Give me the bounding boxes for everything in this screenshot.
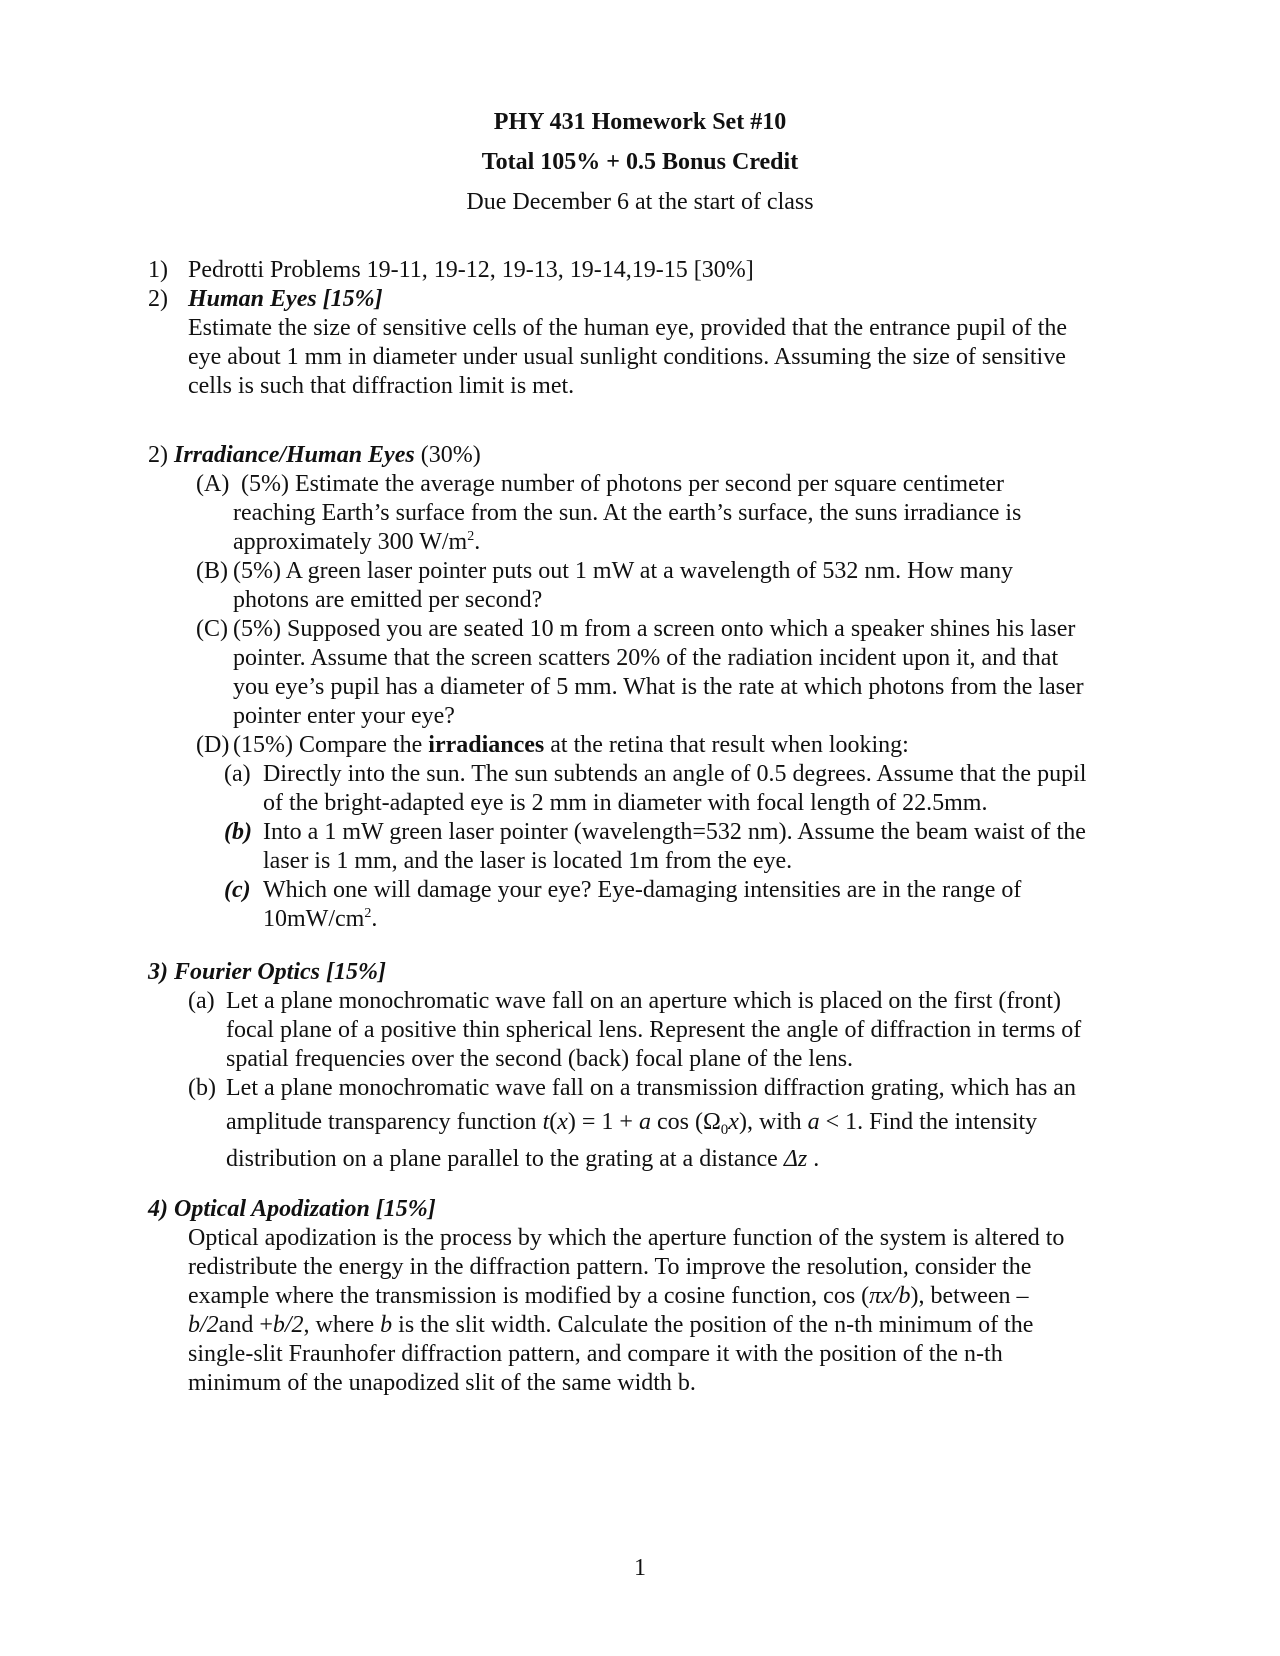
part-line: (5%) A green laser pointer puts out 1 mW at a wavelength of 532 nm. How many bbox=[233, 558, 1014, 584]
math-var: b/2 bbox=[272, 1312, 304, 1338]
math-sym: ( bbox=[549, 1109, 558, 1135]
math-var: x bbox=[557, 1109, 568, 1135]
math-sym: ) bbox=[738, 1109, 747, 1135]
question-line: Estimate the size of sensitive cells of the human eye, provided that the entrance pupil of the bbox=[188, 315, 1068, 341]
math-sym: ) = 1 + bbox=[567, 1109, 639, 1135]
subpart-line: Directly into the sun. The sun subtends an angle of 0.5 degrees. Assume that the pupil bbox=[263, 761, 1087, 787]
subpart-a bbox=[226, 987, 1081, 1074]
subpart-a bbox=[263, 760, 1086, 818]
text: . bbox=[807, 1146, 820, 1172]
part-label: (A) bbox=[196, 471, 230, 497]
part-b bbox=[233, 557, 1013, 615]
subpart-line: focal plane of a positive thin spherical lens. Represent the angle of diffraction in terms of bbox=[226, 1017, 1082, 1043]
math-var: b bbox=[380, 1312, 393, 1338]
punctuation: . bbox=[474, 529, 481, 555]
subpart-line: of the bright-adapted eye is 2 mm in diameter with focal length of 22.5mm. bbox=[263, 790, 988, 816]
math-var: πx/b bbox=[869, 1283, 911, 1309]
part-label: (D) bbox=[196, 732, 230, 758]
due-date: Due December 6 at the start of class bbox=[466, 189, 814, 215]
math-sym: < 1 bbox=[819, 1109, 858, 1135]
math-var: x bbox=[728, 1109, 739, 1135]
emphasis: irradiances bbox=[428, 732, 545, 758]
total-credit: Total 105% + 0.5 Bonus Credit bbox=[481, 149, 799, 175]
text: is the slit width. Calculate the position of the n-th minimum of the bbox=[392, 1312, 1034, 1338]
superscript: 2 bbox=[364, 906, 372, 921]
part-d bbox=[233, 731, 909, 760]
math-var: t bbox=[542, 1109, 550, 1135]
subpart-c bbox=[263, 876, 1021, 934]
text: , where bbox=[303, 1312, 381, 1338]
part-line: photons are emitted per second? bbox=[233, 587, 543, 613]
question-text: Pedrotti Problems 19-11, 19-12, 19-13, 19-14,19-15 [30%] bbox=[188, 257, 754, 283]
equation-line bbox=[226, 1108, 1076, 1137]
subpart-label: (b) bbox=[224, 819, 252, 845]
part-line: pointer. Assume that the screen scatters 20% of the radiation incident upon it, and that bbox=[233, 645, 1059, 671]
page-number: 1 bbox=[634, 1555, 646, 1581]
question-percent: (30%) bbox=[414, 442, 481, 468]
question-line: redistribute the energy in the diffraction pattern. To improve the resolution, consider the bbox=[188, 1254, 1032, 1280]
part-line: approximately 300 W/m bbox=[233, 529, 468, 555]
text: and + bbox=[218, 1312, 273, 1338]
subpart-label: (a) bbox=[188, 988, 215, 1014]
text: amplitude transparency function bbox=[226, 1109, 543, 1135]
question-number: 2) bbox=[148, 442, 168, 468]
part-line: (15%) Compare the bbox=[233, 732, 429, 758]
part-a-cont bbox=[233, 499, 1021, 557]
question-title: 4) Optical Apodization [15%] bbox=[148, 1196, 436, 1222]
text: distribution on a plane parallel to the grating at a distance bbox=[226, 1146, 784, 1172]
question-number: 2) bbox=[148, 286, 168, 312]
question-line bbox=[188, 1282, 1064, 1311]
document-title: PHY 431 Homework Set #10 bbox=[493, 109, 787, 135]
question-line: Optical apodization is the process by which the aperture function of the system is altered to bbox=[188, 1225, 1065, 1251]
subpart-line: Let a plane monochromatic wave fall on an aperture which is placed on the first (front) bbox=[226, 988, 1062, 1014]
question-title: Human Eyes [15%] bbox=[188, 286, 383, 312]
superscript: 2 bbox=[467, 529, 475, 544]
part-c bbox=[233, 615, 1084, 731]
text: . Find the intensity bbox=[857, 1109, 1038, 1135]
punctuation: . bbox=[371, 906, 378, 932]
question-line: single-slit Fraunhofer diffraction pattern, and compare it with the position of the n-th bbox=[188, 1341, 1003, 1367]
subpart-label: (b) bbox=[188, 1075, 216, 1101]
subpart-label: (a) bbox=[224, 761, 251, 787]
part-line: reaching Earth’s surface from the sun. At the earth’s surface, the suns irradiance is bbox=[233, 500, 1022, 526]
math-var: a bbox=[807, 1109, 820, 1135]
text: example where the transmission is modified by a cosine function, cos ( bbox=[188, 1283, 870, 1309]
question-line bbox=[188, 1311, 1064, 1340]
subpart-line: Into a 1 mW green laser pointer (wavelength=532 nm). Assume the beam waist of the bbox=[263, 819, 1086, 845]
math-var: Δz bbox=[783, 1146, 808, 1172]
subpart-label: (c) bbox=[224, 877, 251, 903]
question-body bbox=[188, 1224, 1064, 1398]
subpart-line: Which one will damage your eye? Eye-damaging intensities are in the range of bbox=[263, 877, 1022, 903]
math-sym: cos (Ω bbox=[650, 1109, 721, 1135]
question-line: cells is such that diffraction limit is met. bbox=[188, 373, 575, 399]
subpart-line: Let a plane monochromatic wave fall on a transmission diffraction grating, which has an bbox=[226, 1075, 1076, 1101]
part-label: (B) bbox=[196, 558, 228, 584]
part-line: you eye’s pupil has a diameter of 5 mm. What is the rate at which photons from the laser bbox=[233, 674, 1084, 700]
equation-line bbox=[226, 1145, 1076, 1174]
part-line: at the retina that result when looking: bbox=[544, 732, 909, 758]
text: , with bbox=[746, 1109, 808, 1135]
subpart-line: laser is 1 mm, and the laser is located 1m from the eye. bbox=[263, 848, 793, 874]
subpart-b bbox=[226, 1074, 1076, 1174]
subpart-b bbox=[263, 818, 1086, 876]
text: ), between – bbox=[910, 1283, 1029, 1309]
part-a bbox=[241, 470, 1004, 499]
subpart-line: 10mW/cm bbox=[263, 906, 365, 932]
subscript: 0 bbox=[720, 1122, 729, 1138]
part-line: pointer enter your eye? bbox=[233, 703, 455, 729]
part-label: (C) bbox=[196, 616, 228, 642]
question-line: eye about 1 mm in diameter under usual sunlight conditions. Assuming the size of sensitive bbox=[188, 344, 1066, 370]
part-line: (5%) Supposed you are seated 10 m from a screen onto which a speaker shines his laser bbox=[233, 616, 1076, 642]
question-number: 1) bbox=[148, 257, 168, 283]
part-line: (5%) Estimate the average number of photons per second per square centimeter bbox=[241, 471, 1005, 497]
question-title: 3) Fourier Optics [15%] bbox=[148, 959, 386, 985]
subpart-line: spatial frequencies over the second (back) focal plane of the lens. bbox=[226, 1046, 854, 1072]
math-var: b/2 bbox=[188, 1312, 219, 1338]
math-var: a bbox=[638, 1109, 651, 1135]
question-title: Irradiance/Human Eyes bbox=[174, 442, 415, 468]
question-line: minimum of the unapodized slit of the same width b. bbox=[188, 1370, 696, 1396]
